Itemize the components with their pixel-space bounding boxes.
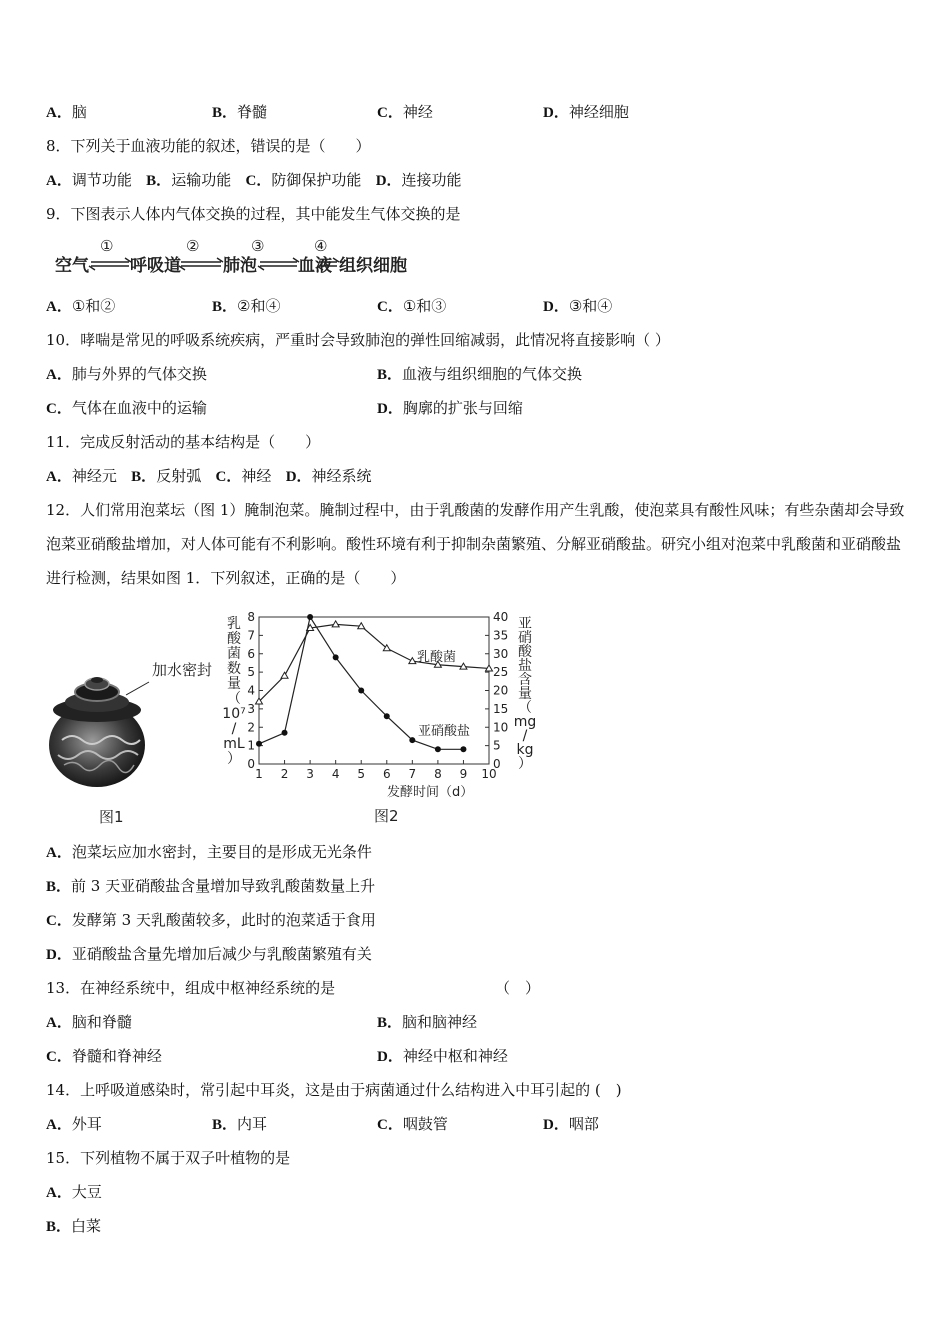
q14-option-c: C．咽鼓管	[377, 1115, 448, 1133]
y-left-label-char: /	[231, 721, 237, 737]
q11-options: A．神经元 B．反射弧 C．神经 D．神经系统	[46, 467, 372, 485]
nitrite-point	[460, 746, 466, 752]
annotation-leader-line	[126, 682, 149, 695]
y-axis-left-label	[222, 616, 245, 767]
q10-option-d: D．胸廓的扩张与回缩	[377, 399, 523, 417]
y-right-label-char: 硝	[518, 630, 532, 646]
flow-node-air: 空气	[55, 256, 89, 276]
y-left-tick-label: 1	[247, 738, 255, 753]
q15-option-b: B．白菜	[46, 1217, 102, 1235]
y-left-label-char: 数	[227, 661, 241, 677]
q10-stem: 10．哮喘是常见的呼吸系统疾病，严重时会导致肺泡的弹性回缩减弱，此情况将直接影响（ ）	[46, 331, 670, 349]
y-right-label-char: /	[522, 728, 528, 744]
flow-step-2: ②	[186, 237, 200, 255]
lactobacillus-point	[332, 621, 339, 627]
q13-option-b: B．脑和脑神经	[377, 1013, 478, 1031]
q12-option-a: A．泡菜坛应加水密封，主要目的是形成无光条件	[46, 843, 372, 861]
x-tick-label: 2	[280, 767, 289, 781]
q7-option-c: C．神经	[377, 103, 433, 121]
y-right-tick-label: 15	[493, 701, 509, 716]
y-left-label-char: mL	[223, 736, 245, 752]
flow-arrow-left-1	[89, 266, 129, 270]
nitrite-point	[384, 713, 390, 719]
x-tick-label: 6	[382, 767, 391, 781]
q14-option-a: A．外耳	[46, 1115, 102, 1133]
q7-option-d: D．神经细胞	[543, 103, 629, 121]
q9-option-c: C．①和③	[377, 297, 447, 315]
nitrite-point	[256, 741, 262, 747]
flow-step-1: ①	[100, 237, 114, 255]
q13-paren: （ ）	[495, 979, 541, 997]
x-tick-label: 3	[306, 767, 314, 781]
q9-option-b: B．②和④	[212, 297, 281, 315]
y-right-label-char: mg	[513, 714, 537, 730]
y-right-tick-label: 5	[493, 738, 501, 753]
y-right-tick-label: 25	[493, 665, 509, 680]
q12-option-b: B．前 3 天亚硝酸盐含量增加导致乳酸菌数量上升	[46, 877, 376, 895]
q14-option-b: B．内耳	[212, 1115, 268, 1133]
q8-stem: 8．下列关于血液功能的叙述，错误的是（ ）	[46, 137, 371, 155]
y-left-tick-label: 5	[247, 665, 255, 680]
q12-option-d: D．亚硝酸盐含量先增加后减少与乳酸菌繁殖有关	[46, 945, 372, 963]
y-left-tick-label: 8	[247, 610, 255, 624]
q11-stem: 11．完成反射活动的基本结构是（ ）	[46, 433, 321, 451]
y-left-label-char: 10⁷	[222, 706, 246, 722]
q15-option-a: A．大豆	[46, 1183, 102, 1201]
y-axis-right-label	[514, 616, 537, 772]
q13-option-a: A．脑和脊髓	[46, 1013, 132, 1031]
y-right-label-char: ）	[518, 756, 532, 772]
y-right-label-char: 量	[518, 686, 532, 702]
y-right-label-char: kg	[516, 742, 534, 758]
y-right-label-char: 酸	[518, 644, 532, 660]
y-left-tick-label: 6	[247, 646, 255, 661]
flow-node-alveolus: 肺泡	[223, 256, 257, 276]
fig1-annotation: 加水密封	[152, 661, 213, 679]
pickle-jar-figure	[44, 640, 224, 830]
q13-option-d: D．神经中枢和神经	[377, 1047, 508, 1065]
nitrite-point	[307, 614, 313, 620]
q12-stem: 12．人们常用泡菜坛（图 1）腌制泡菜。腌制过程中，由于乳酸菌的发酵作用产生乳酸，使泡菜具有酸性风味；有些杂菌却会导致泡菜亚硝酸盐增加，对人体可能有不利影响。酸性环境有利于抑制杂菌繁殖、分解亚硝酸盐。研究小组对泡菜中乳酸菌和亚硝酸盐进行检测，结果如图 1．下列叙述，正确的是（ ）	[46, 501, 905, 587]
nitrite-point	[358, 688, 364, 694]
y-right-tick-label: 10	[493, 720, 509, 735]
y-right-label-char: （	[518, 700, 532, 716]
y-right-label-char: 亚	[518, 616, 532, 632]
q14-option-d: D．咽部	[543, 1115, 599, 1133]
fig2-caption: 图2	[374, 807, 399, 825]
flow-step-4: ④	[314, 237, 328, 255]
nitrite-point	[409, 737, 415, 743]
legend-nitrite: 亚硝酸盐	[418, 724, 471, 739]
y-left-label-char: 量	[227, 676, 241, 692]
y-right-tick-label: 40	[493, 610, 509, 624]
legend-lactobacillus: 乳酸菌	[417, 650, 457, 665]
x-tick-label: 4	[331, 767, 340, 781]
flow-node-airway: 呼吸道	[130, 256, 181, 276]
y-right-label-char: 盐	[518, 658, 532, 674]
q14-stem: 14．上呼吸道感染时，常引起中耳炎，这是由于病菌通过什么结构进入中耳引起的 ( )	[46, 1081, 622, 1099]
y-left-tick-label: 0	[247, 757, 255, 771]
lactobacillus-point	[281, 672, 288, 678]
x-tick-label: 5	[357, 767, 366, 781]
y-left-label-char: ）	[227, 751, 241, 767]
y-left-label-char: 酸	[227, 631, 241, 647]
q9-option-a: A．①和②	[46, 297, 116, 315]
q9-stem: 9．下图表示人体内气体交换的过程，其中能发生气体交换的是	[46, 205, 461, 223]
fig1-caption: 图1	[99, 808, 124, 826]
q9-option-d: D．③和④	[543, 297, 613, 315]
y-left-tick-label: 4	[247, 683, 255, 698]
y-left-tick-label: 7	[247, 628, 255, 643]
y-right-label-char: 含	[518, 672, 532, 688]
x-tick-label: 1	[255, 767, 263, 781]
x-tick-label: 10	[481, 767, 497, 781]
q13-option-c: C．脊髓和脊神经	[46, 1047, 162, 1065]
q10-option-a: A．肺与外界的气体交换	[46, 365, 207, 383]
y-right-tick-label: 0	[493, 757, 501, 771]
flow-node-blood: 血液	[298, 256, 332, 276]
flow-arrow-right-1	[91, 258, 131, 262]
q13-stem: 13．在神经系统中，组成中枢神经系统的是	[46, 979, 336, 997]
x-tick-label: 9	[459, 767, 468, 781]
y-right-tick-label: 35	[493, 628, 509, 643]
flow-node-tissue-cell: 组织细胞	[339, 256, 407, 276]
q10-option-b: B．血液与组织细胞的气体交换	[377, 365, 583, 383]
nitrite-point	[435, 746, 441, 752]
y-left-tick-label: 3	[247, 701, 255, 716]
q7-option-a: A．脑	[46, 103, 87, 121]
q7-option-b: B．脊髓	[212, 103, 268, 121]
x-tick-label: 8	[434, 767, 442, 781]
lactobacillus-point	[409, 658, 416, 664]
x-tick-label: 7	[408, 767, 417, 781]
y-left-label-char: （	[227, 691, 241, 707]
q15-stem: 15．下列植物不属于双子叶植物的是	[46, 1149, 291, 1167]
y-left-label-char: 乳	[227, 616, 241, 632]
flow-step-3: ③	[251, 237, 265, 255]
q10-option-c: C．气体在血液中的运输	[46, 399, 207, 417]
y-left-tick-label: 2	[247, 720, 255, 735]
fermentation-chart	[222, 608, 542, 833]
y-right-tick-label: 30	[493, 646, 509, 661]
gas-exchange-flow-diagram	[55, 236, 425, 280]
nitrite-point	[282, 730, 288, 736]
y-right-tick-label: 20	[493, 683, 509, 698]
nitrite-point	[333, 654, 339, 660]
x-axis-label: 发酵时间（d）	[387, 785, 474, 800]
q8-options: A．调节功能 B．运输功能 C．防御保护功能 D．连接功能	[46, 171, 462, 189]
y-left-label-char: 菌	[227, 646, 241, 662]
q12-option-c: C．发酵第 3 天乳酸菌较多，此时的泡菜适于食用	[46, 911, 376, 929]
